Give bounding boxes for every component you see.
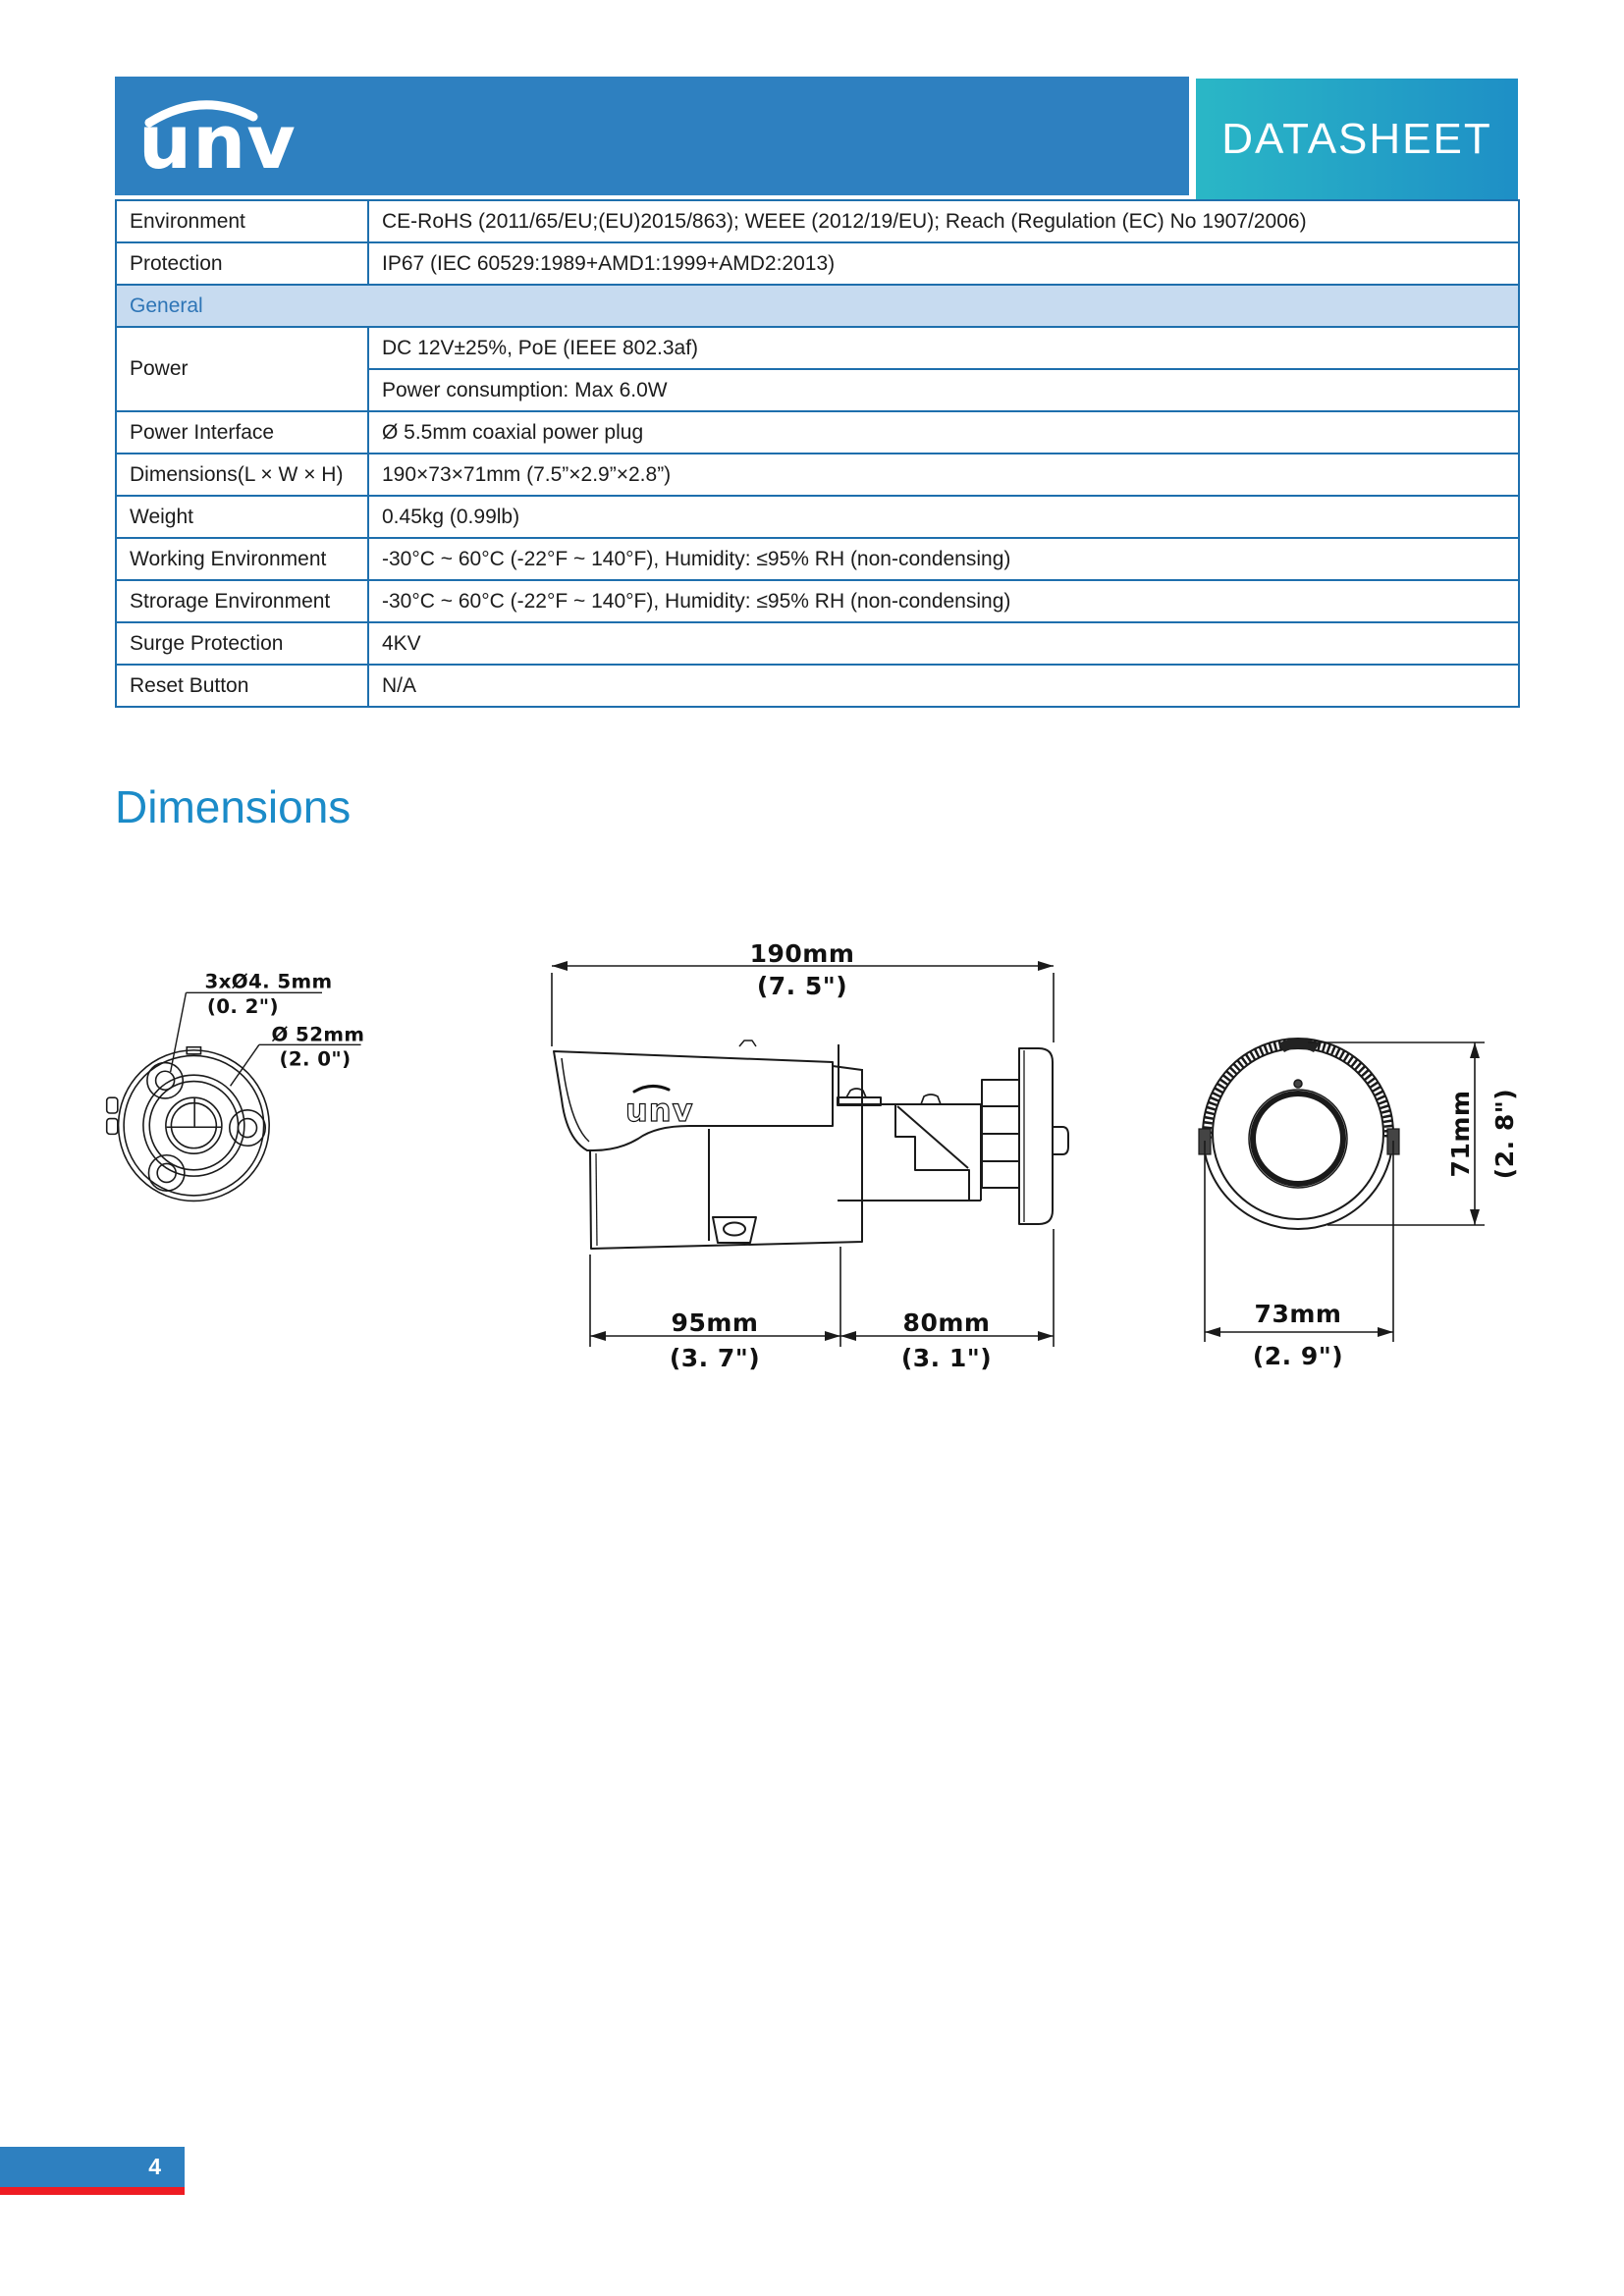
table-row	[116, 411, 1519, 454]
row-label: Weight	[116, 496, 368, 538]
section-header: General	[116, 285, 1519, 327]
row-value: N/A	[368, 665, 1519, 707]
row-value: 190×73×71mm (7.5”×2.9”×2.8”)	[368, 454, 1519, 496]
row-label: Surge Protection	[116, 622, 368, 665]
row-label: Working Environment	[116, 538, 368, 580]
front-dimension-arrows	[1205, 1042, 1480, 1337]
page-number: 4	[148, 2154, 161, 2179]
front-dim-height-in: (2. 8")	[1490, 1088, 1519, 1180]
side-dim-mount-in: (3. 1")	[900, 1344, 993, 1372]
side-dim-body-mm: 95mm	[671, 1308, 759, 1337]
row-value: -30°C ~ 60°C (-22°F ~ 140°F), Humidity: ≤95% RH (non-condensing)	[368, 538, 1519, 580]
front-dim-height-mm: 71mm	[1446, 1090, 1475, 1178]
unv-logo	[115, 77, 1189, 195]
camera-logo-text: unv	[625, 1092, 694, 1129]
table-row	[116, 327, 1519, 369]
datasheet-banner-label: DATASHEET	[1221, 115, 1492, 163]
row-label: Reset Button	[116, 665, 368, 707]
row-value: Ø 5.5mm coaxial power plug	[368, 411, 1519, 454]
rear-dim-holes-mm: 3xØ4. 5mm	[204, 970, 333, 993]
side-dimension-arrows	[552, 961, 1054, 1341]
row-value: IP67 (IEC 60529:1989+AMD1:1999+AMD2:2013)	[368, 242, 1519, 285]
camera-outline	[554, 1041, 1068, 1249]
side-view-drawing	[530, 933, 1080, 1384]
table-row	[116, 200, 1519, 242]
dimensions-heading: Dimensions	[115, 781, 352, 832]
table-row	[116, 454, 1519, 496]
row-value: DC 12V±25%, PoE (IEEE 802.3af)	[368, 327, 1519, 369]
header-bar	[115, 77, 1189, 195]
row-value: -30°C ~ 60°C (-22°F ~ 140°F), Humidity: ≤95% RH (non-condensing)	[368, 580, 1519, 622]
row-label: Protection	[116, 242, 368, 285]
spec-table	[115, 199, 1520, 708]
front-dimension-lines	[1205, 1042, 1485, 1342]
datasheet-banner	[1196, 79, 1518, 200]
row-value: CE-RoHS (2011/65/EU;(EU)2015/863); WEEE (2012/19/EU); Reach (Regulation (EC) No 1907/2006)	[368, 200, 1519, 242]
row-label: Environment	[116, 200, 368, 242]
row-label: Strorage Environment	[116, 580, 368, 622]
rear-dim-circle-in: (2. 0")	[279, 1047, 352, 1071]
row-value: 4KV	[368, 622, 1519, 665]
row-label: Dimensions(L × W × H)	[116, 454, 368, 496]
table-row	[116, 580, 1519, 622]
rear-dim-circle-mm: Ø 52mm	[271, 1023, 365, 1046]
table-row	[116, 665, 1519, 707]
row-value: 0.45kg (0.99lb)	[368, 496, 1519, 538]
table-row	[116, 242, 1519, 285]
row-label: Power	[116, 327, 368, 411]
table-row	[116, 538, 1519, 580]
row-label: Power Interface	[116, 411, 368, 454]
side-dim-length-mm: 190mm	[749, 939, 855, 968]
side-dim-length-in: (7. 5")	[756, 972, 848, 1000]
front-dim-width-mm: 73mm	[1254, 1300, 1342, 1328]
side-dim-body-in: (3. 7")	[669, 1344, 761, 1372]
front-view-drawing	[1168, 1011, 1542, 1384]
table-row	[116, 622, 1519, 665]
table-section-row	[116, 285, 1519, 327]
side-dimension-lines	[552, 966, 1054, 1347]
row-value: Power consumption: Max 6.0W	[368, 369, 1519, 411]
page-number-box	[0, 2147, 185, 2187]
front-dim-width-in: (2. 9")	[1252, 1342, 1344, 1370]
rear-view-drawing	[98, 923, 471, 1266]
footer-red-line	[0, 2187, 185, 2195]
unv-logo-text: unv	[138, 98, 297, 186]
side-dim-mount-mm: 80mm	[902, 1308, 991, 1337]
camera-logo	[625, 1086, 693, 1129]
rear-dim-holes-in: (0. 2")	[206, 994, 279, 1018]
table-row	[116, 496, 1519, 538]
